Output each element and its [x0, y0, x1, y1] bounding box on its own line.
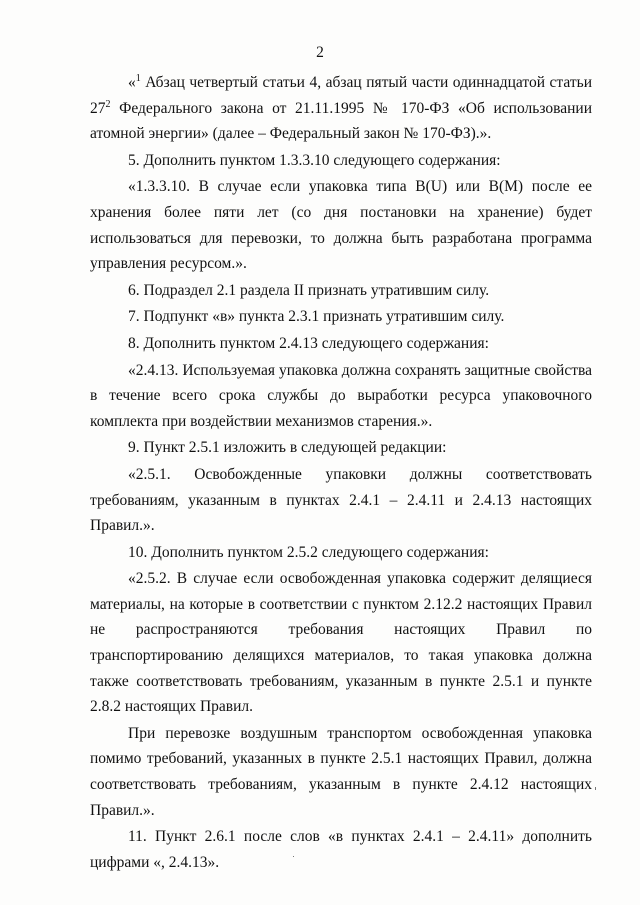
paragraph-item-10: 10. Дополнить пунктом 2.5.2 следующего содержания: [128, 543, 489, 561]
page-number: 2 [316, 44, 324, 61]
paragraph-item-9: 9. Пункт 2.5.1 изложить в следующей редакции: [128, 439, 447, 457]
paragraph-clause-2-4-13: «2.4.13. Используемая упаковка должна сохранять защитные свойства в течение всего срока службы до выработки ресурса упаковочного комплекта при воздействии механизмов старения.». [90, 361, 592, 430]
paragraph-clause-1-3-3-10: «1.3.3.10. В случае если упаковка типа B(U) или B(M) после ее хранения более пяти лет (со дня постановки на хранение) будет использоваться для перевозки, то должна быть разработана программа управления ресурсом.». [90, 178, 592, 273]
scan-speck [293, 856, 294, 857]
paragraph-clause-2-5-1: «2.5.1. Освобожденные упаковки должны соответствовать требованиям, указанным в пунктах 2.4.1 – 2.4.11 и 2.4.13 настоящих Правил.». [90, 465, 592, 535]
paragraph-item-7: 7. Подпункт «в» пункта 2.3.1 признать утратившим силу. [128, 308, 505, 326]
paragraph-text: Федерального закона от 21.11.1995 № 170-ФЗ «Об использовании атомной энергии» (далее – Федеральный закон № 170-ФЗ).». [90, 99, 592, 143]
paragraph-item-8: 8. Дополнить пунктом 2.4.13 следующего содержания: [128, 334, 489, 352]
paragraph-item-6: 6. Подраздел 2.1 раздела II признать утратившим силу. [128, 281, 490, 299]
paragraph-item-11: 11. Пункт 2.6.1 после слов «в пунктах 2.4.1 – 2.4.11» дополнить цифрами «, 2.4.13». [90, 828, 592, 871]
paragraph-text: Абзац четвертый статьи 4, абзац пятый части одиннадцатой статьи 27 [90, 74, 592, 117]
paragraph-air-transport: При перевозке воздушным транспортом освобожденная упаковка помимо требований, указанных в пункте 2.5.1 настоящих Правил, должна соответствовать требованиям, указанным в пункте 2.4.12 настоящих Правил.». [90, 724, 592, 819]
document-body [90, 70, 592, 875]
superscript-article: 2 [105, 98, 111, 110]
superscript-footnote: 1 [135, 73, 141, 84]
paragraph-footnote-amendment [90, 70, 592, 147]
scan-speck [595, 787, 596, 790]
paragraph-text: « [128, 74, 136, 91]
paragraph-item-5: 5. Дополнить пунктом 1.3.3.10 следующего содержания: [128, 151, 501, 169]
paragraph-clause-2-5-2: «2.5.2. В случае если освобожденная упаковка содержит делящиеся материалы, на которые в соответствии с пунктом 2.12.2 настоящих Правил не распространяются требования настоящих Правил по транспортированию делящихся материалов, то такая упаковка должна также соответствовать требованиям, указанным в пункте 2.5.1 и пункте 2.8.2 настоящих Правил. [90, 570, 592, 716]
